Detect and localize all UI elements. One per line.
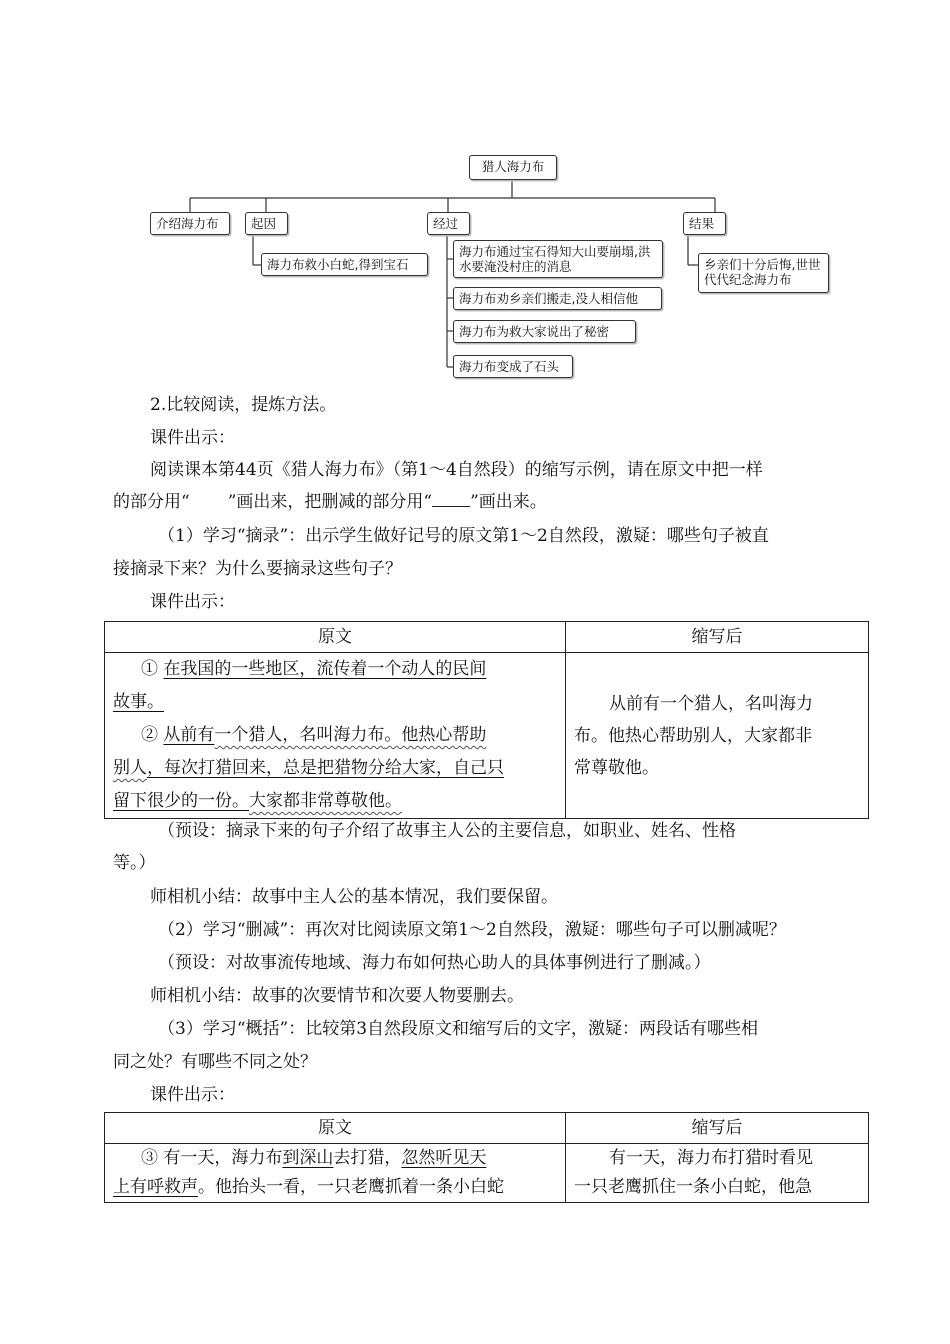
diagram-process-detail-1: 海力布通过宝石得知大山要崩塌,洪水要淹没村庄的消息 <box>453 240 663 278</box>
table-header-abridged: 缩写后 <box>566 622 869 653</box>
diagram-branch-cause: 起因 <box>245 212 288 235</box>
straight-line-sample <box>432 490 470 507</box>
deleted-text: 故事。 <box>113 692 164 712</box>
table-header-original: 原文 <box>105 622 566 653</box>
abridged-line: 从前有一个猎人，名叫海力 <box>609 693 813 714</box>
section-heading: 2.比较阅读，提炼方法。 <box>150 395 337 415</box>
diagram-branch-introduction: 介绍海力布 <box>150 212 230 235</box>
paragraph-line: 接摘录下来？为什么要摘录这些句子？ <box>113 559 402 579</box>
text-segment: ”画出来。 <box>470 492 547 512</box>
text-segment: 。他抬头一看，一只老鹰抓着一条小白蛇 <box>198 1177 504 1197</box>
story-structure-diagram <box>0 0 950 390</box>
paragraph-line: （3）学习“概括”：比较第3自然段原文和缩写后的文字，激疑：两段话有哪些相 <box>158 1019 759 1039</box>
deleted-text: 在我国的一些地区，流传着一个动人的民间 <box>163 659 487 679</box>
original-text-cell <box>105 653 566 819</box>
courseware-label: 课件出示： <box>150 592 235 612</box>
paragraph-line: 师相机小结：故事中主人公的基本情况，我们要保留。 <box>150 887 558 907</box>
table-header-abridged: 缩写后 <box>566 1113 869 1144</box>
wavy-line-sample <box>190 489 228 505</box>
paragraph-line <box>113 489 873 515</box>
diagram-cause-detail: 海力布救小白蛇,得到宝石 <box>261 253 428 276</box>
deleted-text: 到深山 <box>282 1148 334 1168</box>
text-segment: ”画出来，把删减的部分用“ <box>227 492 433 512</box>
diagram-branch-result: 结果 <box>683 212 726 235</box>
original-text-cell <box>105 1144 566 1203</box>
abridged-line: 有一天，海力布打猎时看见 <box>609 1148 813 1168</box>
comparison-table-1 <box>104 621 869 819</box>
paragraph-line: （2）学习“删减”：再次对比阅读原文第1～2自然段，激疑：哪些句子可以删减呢？ <box>158 920 786 940</box>
table-header-original: 原文 <box>105 1113 566 1144</box>
paragraph-line: 同之处？有哪些不同之处？ <box>113 1052 317 1072</box>
diagram-root-node: 猎人海力布 <box>469 155 557 180</box>
kept-text: 别人 <box>113 758 147 778</box>
courseware-label: 课件出示： <box>150 428 235 448</box>
paragraph-line: 师相机小结：故事的次要情节和次要人物要删去。 <box>150 986 524 1006</box>
text-segment: 有一天，海力布 <box>163 1148 283 1168</box>
abridged-line: 一只老鹰抓住一条小白蛇，他急 <box>574 1177 812 1197</box>
paragraph-line: （预设：对故事流传地域、海力布如何热心助人的具体事例进行了删减。） <box>158 953 711 973</box>
diagram-branch-process: 经过 <box>427 212 470 235</box>
diagram-process-detail-2: 海力布劝乡亲们搬走,没人相信他 <box>453 287 662 310</box>
deleted-text: 留下很少的一份。 <box>113 791 249 811</box>
deleted-text: 从前有 <box>163 725 215 745</box>
kept-text: 。他热心帮助 <box>384 725 487 745</box>
abridged-text-cell <box>566 653 869 819</box>
deleted-text: ，每次打猎回来，总是把猎物分给大家，自己只 <box>147 758 504 778</box>
abridged-line: 布。他热心帮助别人，大家都非 <box>574 725 812 746</box>
diagram-process-detail-3: 海力布为救大家说出了秘密 <box>453 320 636 343</box>
kept-text: 一个猎人，名叫海力布 <box>214 725 385 745</box>
diagram-process-detail-4: 海力布变成了石头 <box>453 355 573 378</box>
paragraph-line: 等。） <box>113 853 156 873</box>
paragraph-number: ① <box>141 659 158 679</box>
text-segment: 去打猎， <box>333 1148 402 1168</box>
abridged-text-cell <box>566 1144 869 1203</box>
paragraph-line: 阅读课本第44页《猎人海力布》（第1～4自然段）的缩写示例，请在原文中把一样 <box>150 460 763 480</box>
deleted-text: 忽然听见天 <box>401 1148 487 1168</box>
comparison-table-2 <box>104 1112 869 1203</box>
deleted-text: 上有呼救声 <box>113 1177 198 1197</box>
paragraph-line: （预设：摘录下来的句子介绍了故事主人公的主要信息，如职业、姓名、性格 <box>158 821 736 841</box>
abridged-line: 常尊敬他。 <box>574 757 659 778</box>
paragraph-number: ③ <box>141 1148 158 1168</box>
diagram-result-detail: 乡亲们十分后悔,世世代代纪念海力布 <box>698 253 829 293</box>
text-segment: 的部分用“ <box>113 492 190 512</box>
kept-text: 大家都非常尊敬他。 <box>249 791 402 811</box>
paragraph-number: ② <box>141 725 158 745</box>
courseware-label: 课件出示： <box>150 1085 235 1105</box>
paragraph-line: （1）学习“摘录”：出示学生做好记号的原文第1～2自然段，激疑：哪些句子被直 <box>158 526 769 546</box>
